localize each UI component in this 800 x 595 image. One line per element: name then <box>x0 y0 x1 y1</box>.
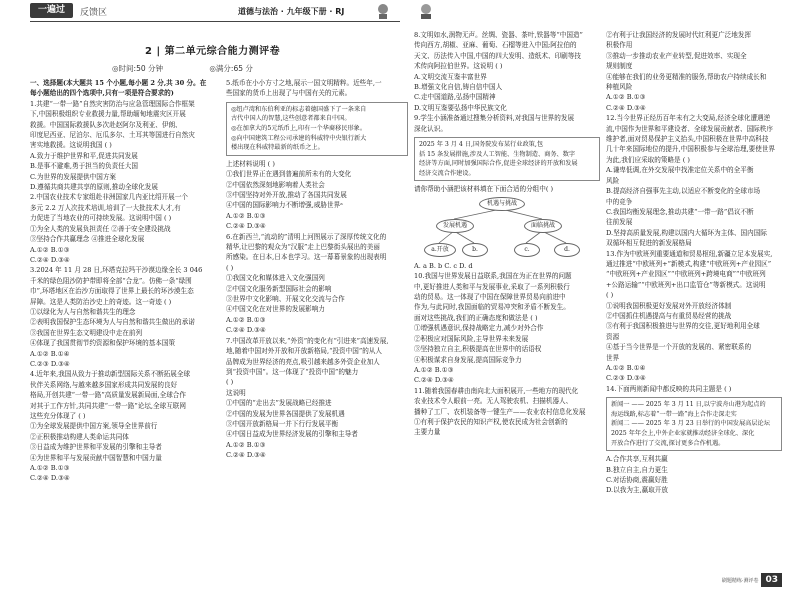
question-line: 7.中国改革开放以来,“外资”的变化有“引进来”高速发展, <box>226 336 389 345</box>
question-line: A.①② B.①③ <box>226 211 266 220</box>
question-line: ③日益成为维护世界和平发展的引擎和主导者 <box>30 443 162 452</box>
question-line: D.文明互鉴要弘扬中华民族文化 <box>414 103 507 112</box>
material-line: 古代中国人的智慧,这些创意者都来自中国。 <box>231 115 351 123</box>
diagram-node-b: b. <box>462 243 488 257</box>
question-line: D.遵循共商共建共享的原则,推动全球化发展 <box>30 183 158 192</box>
question-line: B.提高经济自强事先主动,以适应不断变化的全球市场 <box>606 187 761 196</box>
question-line: A.①② B.①③ <box>226 315 266 324</box>
question-line: A.①② B.①③ <box>30 245 70 254</box>
question-line: A. a B. b C. c D. d <box>414 261 473 270</box>
question-line: 维护者,面对贸易保护主义抬头,中国积极在世界中高科技 <box>606 135 769 144</box>
running-head: 道德与法治 · 九年级下册 · RJ <box>238 7 345 16</box>
feedback-area-label: 反馈区 <box>80 8 108 18</box>
question-line: 为此,我们应采取的策略是 ( ) <box>606 155 690 164</box>
section-heading: 一、选择题(本大题共 15 个小题,每小题 2 分,共 30 分。在 <box>30 79 207 87</box>
material-line: 新闻一 —— 2025 年 3 月 11 日,以宁波舟山港为起点的 <box>611 401 766 409</box>
question-line: ③有利于我国积极推进与世界的交往,更好地利用全球 <box>606 322 760 331</box>
question-line: 9.学生小涵准备通过搜集分析资料,对我国与世界的发展 <box>414 114 575 123</box>
column-4 <box>606 30 782 496</box>
question-line: ④积极谋求自身发展,提高国际竞争力 <box>414 355 522 364</box>
material-line: 括 15 条发展措施,涉及人工智能、生物制造、商务、数字 <box>419 150 576 158</box>
question-line: C.②④ D.③④ <box>606 103 646 112</box>
material-line: 海运线路,标志着“一带一路”海上合作走深走实 <box>611 410 737 418</box>
question-line: C.②④ D.③④ <box>226 222 266 231</box>
question-line: 几十年来国际地位的提升,中国积极参与全球治理,要使世界 <box>606 145 776 154</box>
question-line: ④能够在我们的业务更精准的服务,帮助农户持续成长和 <box>606 72 767 81</box>
question-line: ①以绿化为人与自然和谐共生的理念 <box>30 307 136 316</box>
question-line: A.①② B.①③ <box>606 93 646 102</box>
question-line: B.增强文化自信,铸自信中国人 <box>414 83 503 92</box>
question-line: A.①② B.①③ <box>30 464 70 473</box>
material-line: 经济交流合作建设。 <box>419 169 475 177</box>
header-rule <box>30 21 400 22</box>
question-line: 规则制度 <box>606 62 633 71</box>
diagram-node-n2: 面临挑战 <box>524 219 562 233</box>
question-line: ( ) <box>226 263 234 272</box>
question-line: 14.下面两则新闻中都反映的共同主题是 ( ) <box>606 384 732 393</box>
material-line: ◎向中国建筑工程公司承建的科威特中央银行新大 <box>231 134 367 142</box>
column-1 <box>30 78 220 484</box>
question-line: ①中国的“走出去”发展战略已经推进 <box>226 399 332 408</box>
question-line: A.谦卑低调,在外交发展中找准定位关系中的全平衡 <box>606 166 754 175</box>
question-line: C.对话协商,震赢好胜 <box>606 476 668 484</box>
material-line: 楼出现在科威特最新的纸币之上。 <box>231 144 324 152</box>
question-line: 所感染。在日本,日本也学习。这一幕幕景象的出现表明 <box>226 253 387 262</box>
question-line: 作为,与此同时,我国面临的贸易冲突和矛盾不断发生。 <box>414 303 570 312</box>
question-line: ①我国文化和媒体进入文化强国列 <box>226 274 325 283</box>
question-line: 屏障。这是人类防治沙史上的奇迹。这一奇迹 ( ) <box>30 297 172 306</box>
question-line: 12.当今世界正经历百年未有之大变局,经济全球化遭遇逆 <box>606 114 771 123</box>
question-line: 害实地救援。这说明我国 ( ) <box>30 141 112 150</box>
question-line: 千米的绿色阻沙防护带即将全部“合龙”。仿佛一条“绿围 <box>30 276 192 285</box>
question-line: ①为全人类的发展负担责任 ②善于安全建设挑战 <box>30 224 171 233</box>
question-line: ④中国日益成为世界经济发展的引擎和主导者 <box>226 430 358 439</box>
question-line: B.独立自主,自力更生 <box>606 465 668 474</box>
question-line: A.①② B.①③ <box>414 365 454 374</box>
mascot-icon <box>375 2 391 20</box>
time-limit: ◎时间:50 分钟 <box>112 64 163 73</box>
question-line: 这说明 <box>226 388 246 397</box>
question-line: ③坚持独立自主,积极提高在世界中的话语权 <box>414 345 542 354</box>
question-line: 播种了工厂、农机装备等一键生产——农业农村信息化发展 <box>414 407 586 416</box>
material-box <box>226 102 408 156</box>
question-line: 通过推进“中欧班列+”新模式,构建“中欧班列+产业园区” <box>606 259 772 268</box>
question-line: A.合作共享,互利共赢 <box>606 455 668 464</box>
question-line: “中欧班列+产业园区”“中欧班列+跨境电商”“中欧班列 <box>606 270 766 279</box>
question-line: 多元 2.2 万人次技术培训,培训了一大批技术人才,有 <box>30 203 181 212</box>
question-line: C.②④ D.③④ <box>30 255 70 264</box>
diagram-node-c: c. <box>514 243 540 257</box>
page-title: 2 | 第二单元综合能力测评卷 <box>145 46 281 57</box>
question-line: C.②③ D.③④ <box>606 374 646 383</box>
question-line: 世界 <box>606 353 620 362</box>
exam-meta <box>112 63 297 74</box>
question-line: ②正积极推动构建人类命运共同体 <box>30 432 129 441</box>
question-line: 4.近年来,我国从致力于推动新型国际关系不断拓展全球 <box>30 370 191 379</box>
question-line: 些国家的货币上出现了与中国有关的元素。 <box>226 89 352 98</box>
question-line: 种植风险 <box>606 83 633 92</box>
question-line: 积极作用 <box>606 41 633 50</box>
question-line: +公路运输”“中欧班列+出口监管仓”等新模式。这说明 <box>606 280 766 289</box>
question-line: 请你帮助小涵把该材料填在下面合适的分组中( ) <box>414 185 554 194</box>
material-line: 2025 年 3 月 4 日,国务院发布某行业政策,包 <box>419 141 544 149</box>
question-line: 这些充分体现了 ( ) <box>30 412 86 420</box>
question-line: 11.随着我国春耕由南向北大面积展开,一些地方的现代化 <box>414 386 579 395</box>
question-line: ( ) <box>606 291 614 300</box>
question-line: 8.文明如水,润物无声。丝绸、瓷器、茶叶,铁器等“中国造” <box>414 31 583 39</box>
question-line: 2.中国农业技术专家组赴非洲国家几内亚比绍开展一个 <box>30 193 188 202</box>
question-line: C.走中国道路,弘扬中国精神 <box>414 93 496 102</box>
page-footer <box>722 573 782 587</box>
material-line: 2025 年年会上,中外企业家就推动经济全球化、深化 <box>611 430 755 437</box>
question-line: 到“投资中国”。这一体现了“投资中国”的魅力 <box>226 367 359 376</box>
question-line: ②表明我国保护生态环境为人与自然和谐共生做出的承诺 <box>30 318 195 327</box>
question-line: 对其于工作方针,共同共建“一带一路”论坛,全球互联网 <box>30 401 186 410</box>
question-line: C.②④ D.③④ <box>226 326 266 335</box>
question-line: C.②④ D.③④ <box>226 451 266 460</box>
question-line: ②有利于让我国经济的发展时代红利更广泛地发挥 <box>606 31 752 39</box>
diagram-node-center: 机遇与挑战 <box>479 197 525 211</box>
question-line: ④中国的国际影响力不断增强,威胁世界ᵃ <box>226 201 343 210</box>
question-line: ③我国在世界生态文明建设中走在前列 <box>30 328 143 337</box>
question-line: C.②④ D.③④ <box>30 474 70 483</box>
question-line: ④中国文化在对世界的发展影响力 <box>226 305 325 314</box>
question-line: ③中国开放新格局一并下行行发展平衡 <box>226 419 339 428</box>
question-line: 流,中国作为世界和平建设者、全球发展贡献者、国际秩序 <box>606 124 773 133</box>
material-line: 经济等方面,同时加强国际合作,促进全球经济的开放和发展 <box>419 160 578 168</box>
question-line: ①增强机遇意识,保持战略定力,减少对外合作 <box>414 324 544 333</box>
page-number: 03 <box>761 573 782 587</box>
question-line: 3.2024 年 11 月 28 日,环塔克拉玛干沙漠边缘全长 3 046 <box>30 266 203 275</box>
question-line: C.②④ D.③④ <box>414 376 454 385</box>
question-line: B.是事不避难,勇于担当的负责任大国 <box>30 162 138 171</box>
question-line: C.②③ D.③④ <box>30 359 70 368</box>
diagram-node-n1: 发展机遇 <box>436 219 474 233</box>
question-line: 6.在新西兰,“流动的”清明上河图展示了深厚传统文化的 <box>226 232 387 241</box>
question-line: 地,随着中国对外开放和开放新格局,“投资中国”的从人 <box>226 347 382 356</box>
question-line: 风险 <box>606 176 620 185</box>
question-line: A.①② B.①③ <box>226 440 266 449</box>
question-line: 资源 <box>606 332 620 341</box>
question-line: 力促进了当地农业的可持续发展。这说明中国 ( ) <box>30 214 172 223</box>
question-line: 1.共建“一带一路”自然灾害防治与应急管理国际合作框架 <box>30 99 195 108</box>
question-line: A.①② B.①④ <box>30 349 70 358</box>
question-line: 5.纸币在小小方寸之地,展示一国文明精粹。近些年,一 <box>226 79 382 87</box>
question-line: ③推动一步推动农业产业转型,促进效率、实现全 <box>606 51 747 60</box>
question-line: ①我们世界正在遇到普遍前所未有的大变化 <box>226 170 352 179</box>
question-line: ④为世界和平与发展贡献中国智慧和中国力量 <box>30 453 162 462</box>
question-line: 主要力量 <box>414 428 441 437</box>
question-line: 深化认识。 <box>414 124 447 133</box>
question-line: ②积极应对国际风险,主导世界未来发展 <box>414 334 529 343</box>
question-line: ①说明我国积极更好发展对外开放经济体制 <box>606 301 732 310</box>
brand-badge: 一遍过 <box>30 3 73 18</box>
question-line: C.我国均衡发展理念,推动共建“一带一路”倡议不断 <box>606 207 754 216</box>
material-line: 开放合作进行了交流,探讨更多合作机遇。 <box>611 439 725 447</box>
question-line: C.为世界的发展提供中国方案 <box>30 172 117 181</box>
question-line: ②中国的发展为世界各国提供了发展机遇 <box>226 409 345 418</box>
question-line: 农业技术令人眼前一亮。无人驾驶农机、扫描机器人、 <box>414 397 573 406</box>
question-line: ②中国抓住机遇提高与有重贸易经营的挑战 <box>606 311 732 320</box>
question-line: ②中国依然深刻地影响着人类社会 <box>226 180 325 189</box>
full-score: ◎满分:65 分 <box>209 64 253 73</box>
material-line: ◎纽卢湾和东伯利亚的标志着德国盛下了一条来自 <box>231 105 367 113</box>
student-mascot-icon <box>418 2 434 20</box>
diagram-node-a: a.开放 <box>424 243 456 257</box>
question-line: ②中国文化服务新型国际社会的影响 <box>226 284 332 293</box>
question-line: 中的竞争 <box>606 197 633 206</box>
question-line: 术传向阿拉伯世界。这说明 ( ) <box>414 62 503 71</box>
question-line: ①有利于保护农民的知识产权,使农民成为社会创新的 <box>414 417 568 426</box>
question-line: 品牌成为世界经济的亮点,吸引越来越多外资企业加人 <box>226 357 380 366</box>
column-2 <box>226 78 408 461</box>
question-line: 格局,开创共建“一带一路”高质量发展新局面,全球合作 <box>30 391 186 400</box>
question-line: ③世界中文化影响、开展文化交流与合作 <box>226 295 345 304</box>
question-line: 13.作为中欧班列重要通道和贸易枢纽,新疆立足本发展实, <box>606 249 773 258</box>
question-line: 印度尼西亚、尼泊尔、厄瓜多尔、土耳其等国进行自然灾 <box>30 131 195 140</box>
question-line: 10.我国与世界发展日益联系,我国在为正在世界的问题 <box>414 272 572 281</box>
question-line: ①为全球发展提供中国方案,领导全世界前行 <box>30 422 158 431</box>
question-line: ④体现了我国贯彻节约资源和保护环境的基本国策 <box>30 339 176 348</box>
question-line: A.①② B.①④ <box>606 364 646 372</box>
question-line: ( ) <box>226 378 234 387</box>
concept-diagram <box>424 197 600 259</box>
top-bar <box>0 0 800 22</box>
question-line: 面对这些挑战,我们的正确态度和做法是 ( ) <box>414 313 538 322</box>
question-line: ④基于当今世界是一个开放的发展的、紧密联系的 <box>606 343 752 352</box>
section-heading: 每小题给出的四个选项中,只有一项是符合要求的) <box>30 89 174 98</box>
question-line: 传向西方,胡椒、亚麻、葡萄、石榴等进入中国;阿拉伯的 <box>414 41 577 50</box>
question-line: ③坚持合作共赢理念 ④推进全球化发展 <box>30 235 145 244</box>
question-line: 往前发展 <box>606 218 633 227</box>
material-box <box>606 397 782 451</box>
question-line: 巾”,环塔地区在治沙方面取得了世界上最长的环沙漠生态 <box>30 287 194 296</box>
diagram-node-d: d. <box>554 243 580 257</box>
question-line: 精华,让巴黎的观众为“汉服”走上巴黎街头展出的美丽 <box>226 243 380 252</box>
question-line: 中,更好推进人类和平与发展事业,采取了一系列积极行 <box>414 282 570 291</box>
question-line: 动的贸易。这一体现了中国在保障世界贸易向前进中 <box>414 293 566 302</box>
question-line: 救援。中国国际救援队多次赴赵阿尔及利亚、伊朗、 <box>30 120 182 129</box>
question-line: D.以我为主,赢取开放 <box>606 486 668 495</box>
column-3 <box>414 30 600 438</box>
question-line: D.坚持高质量发展,构建以国内大循环为主体、国内国际 <box>606 228 767 237</box>
question-line: 双循环相互促进的新发展格局 <box>606 239 692 248</box>
question-line: 下,中国积极组织专业救援力量,帮助缅甸地震灾区开展 <box>30 110 186 119</box>
material-box <box>414 137 600 181</box>
footer-text: 刷题精练·测评卷 <box>721 577 759 584</box>
question-line: 伙伴关系网络,与越来越多国家形成共同发展的良好 <box>30 380 178 389</box>
question-line: A.致力于维护世界和平,促进共同发展 <box>30 151 138 160</box>
material-line: 新闻二 —— 2025 年 3 月 23 日举行的中国发展高层论坛 <box>611 420 770 428</box>
question-line: ③中国坚持对外开放,推动了各国共同发展 <box>226 191 347 199</box>
material-line: ◎在加拿大的5元纸币上,印有一个华裔移民形象。 <box>231 125 367 132</box>
question-line: A.文明交流互鉴丰富世界 <box>414 72 487 81</box>
question-line: 天文、历法传入中国,中国的四大发明、造纸术、印刷等技 <box>414 51 581 60</box>
question-line: 上述材料说明 ( ) <box>226 159 275 168</box>
